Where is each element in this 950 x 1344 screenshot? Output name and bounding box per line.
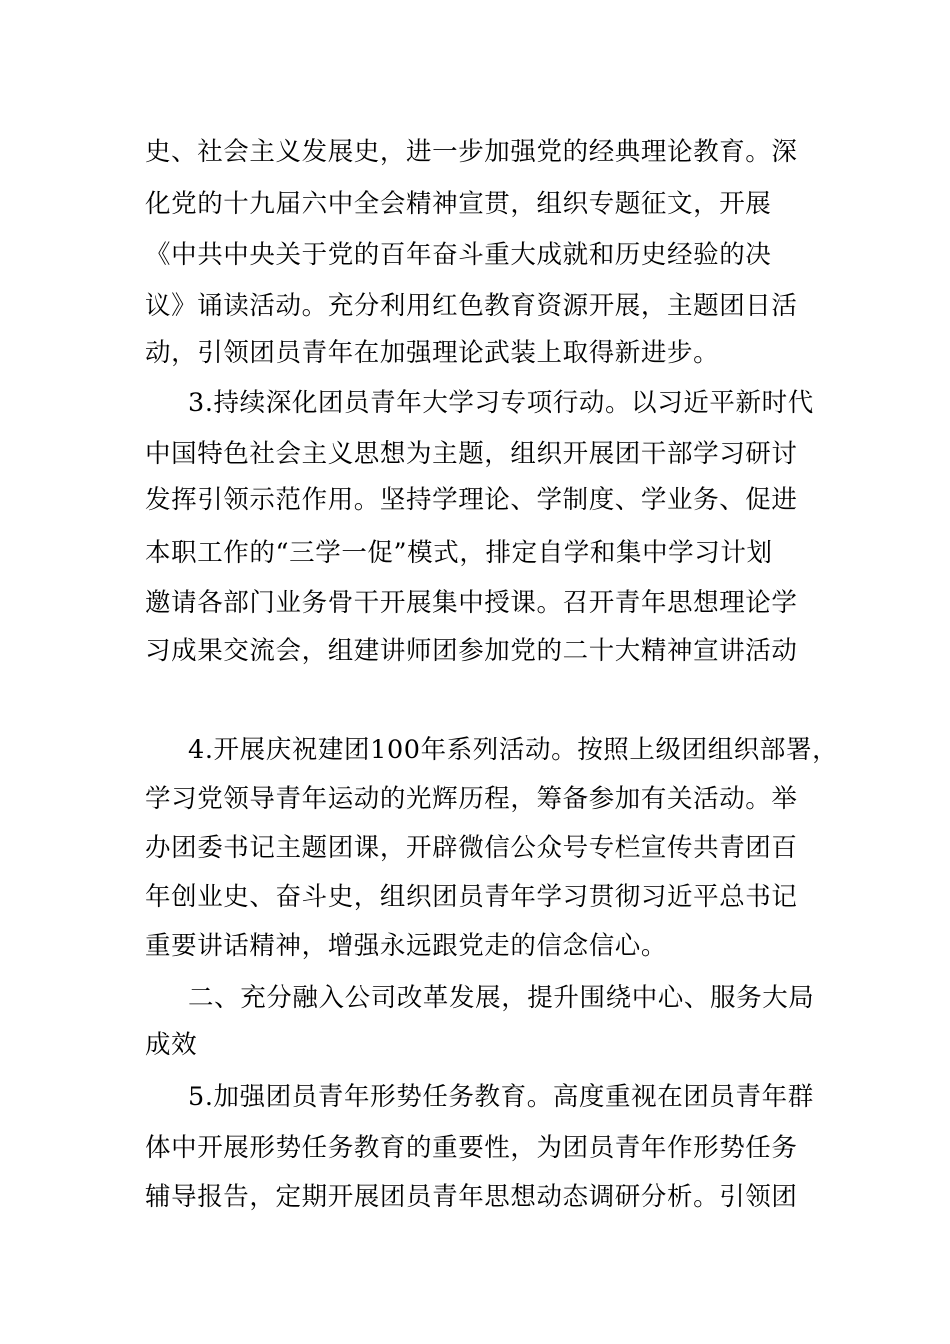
text-line: 重要讲话精神，增强永远跟党走的信念信心。 — [145, 931, 668, 961]
text-line: 本职工作的“三学一促”模式，排定自学和集中学习计划 — [145, 538, 773, 568]
text-line: 议》诵读活动。充分利用红色教育资源开展，主题团日活 — [145, 291, 798, 321]
paragraph-heading-5: 5.加强团员青年形势任务教育。高度重视在团员青年群 — [188, 1082, 814, 1112]
text-line: 辅导报告，定期开展团员青年思想动态调研分析。引领团 — [145, 1182, 798, 1212]
text-line: 中国特色社会主义思想为主题，组织开展团干部学习研讨 — [145, 439, 798, 469]
text-line: 《中共中央关于党的百年奋斗重大成就和历史经验的决 — [145, 240, 772, 270]
text-line: 邀请各部门业务骨干开展集中授课。召开青年思想理论学 — [145, 588, 798, 618]
text-line: 发挥引领示范作用。坚持学理论、学制度、学业务、促进 — [145, 485, 798, 515]
section-heading-2: 二、充分融入公司改革发展，提升围绕中心、服务大局 — [188, 983, 815, 1013]
text-line: 史、社会主义发展史，进一步加强党的经典理论教育。深 — [145, 137, 798, 167]
text-line: 习成果交流会，组建讲师团参加党的二十大精神宣讲活动 — [145, 636, 798, 666]
paragraph-heading-3: 3.持续深化团员青年大学习专项行动。以习近平新时代 — [188, 388, 814, 418]
text-line: 动，引领团员青年在加强理论武装上取得新进步。 — [145, 338, 720, 368]
text-line: 年创业史、奋斗史，组织团员青年学习贯彻习近平总书记 — [145, 882, 798, 912]
text-line: 办团委书记主题团课，开辟微信公众号专栏宣传共青团百 — [145, 833, 798, 863]
text-line: 体中开展形势任务教育的重要性，为团员青年作形势任务 — [145, 1133, 798, 1163]
text-line: 学习党领导青年运动的光辉历程，筹备参加有关活动。举 — [145, 784, 798, 814]
paragraph-heading-4: 4.开展庆祝建团100年系列活动。按照上级团组织部署， — [188, 735, 839, 765]
section-heading-continuation: 成效 — [145, 1030, 198, 1060]
text-line: 化党的十九届六中全会精神宣贯，组织专题征文，开展 — [145, 189, 772, 219]
